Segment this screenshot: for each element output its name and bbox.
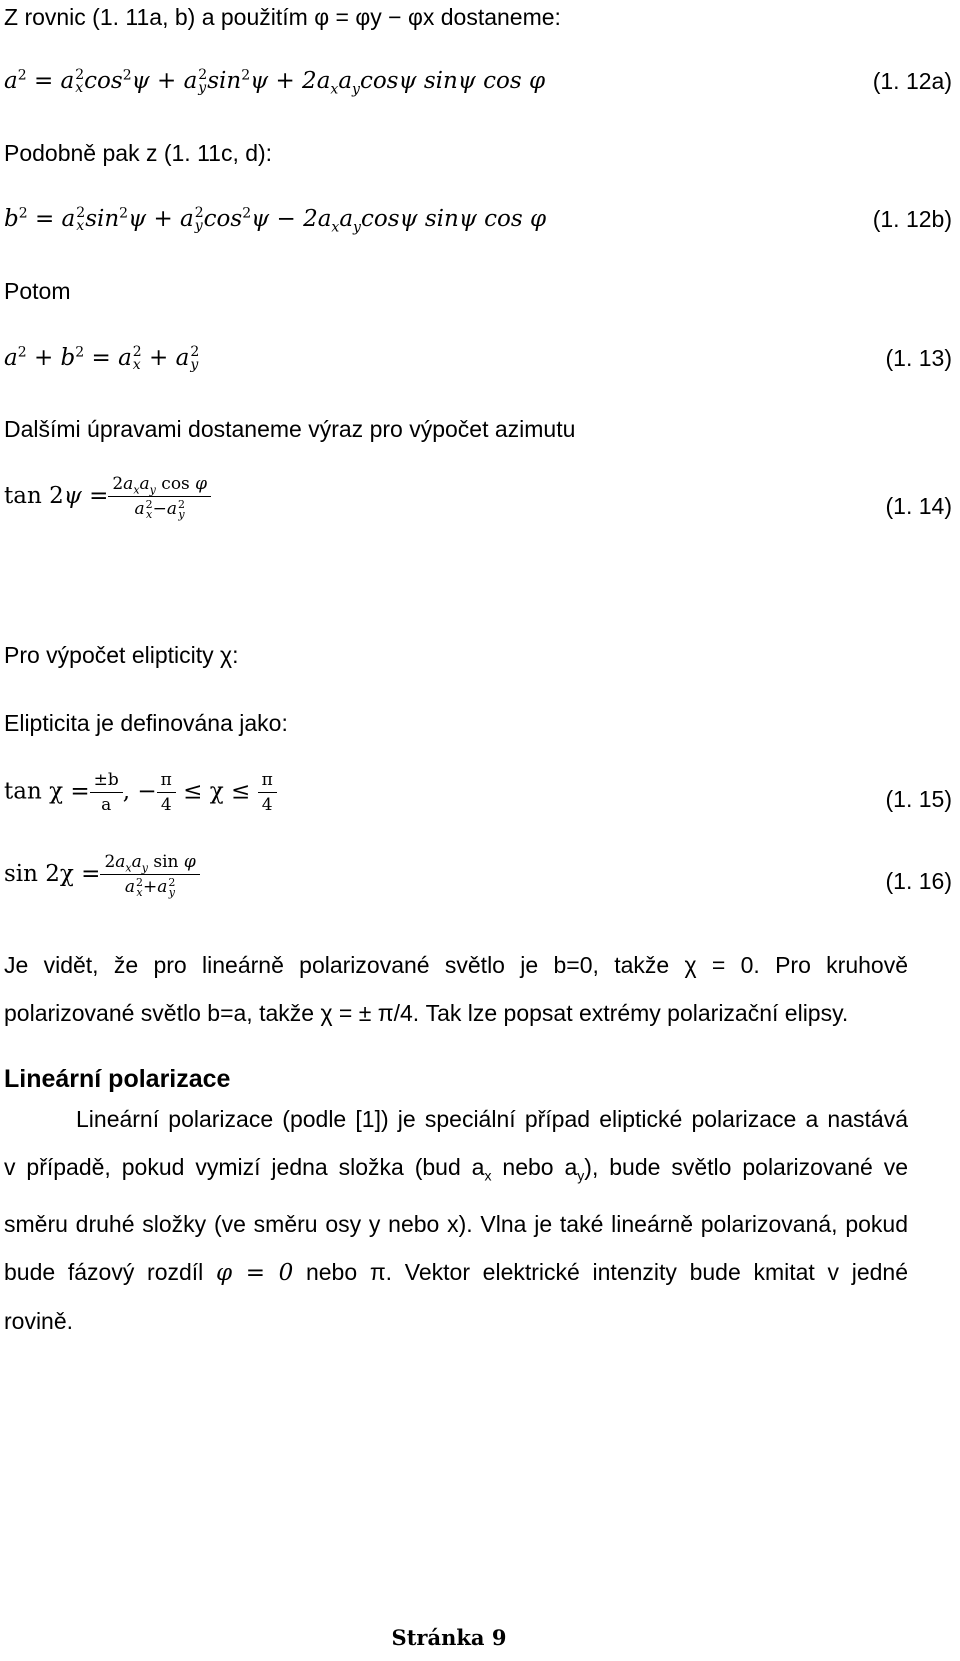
text-elipticity-intro: Pro výpočet elipticity χ: xyxy=(4,642,239,668)
equation-12b: $b^2 = a$ 2 x $\sin^2\psi + a$ 2 y $\cos^2\psi - 2a_xa_y\cos\psi$ sinψ cos φ xyxy=(4,205,547,236)
paragraph-text: ), bude světlo polarizované ve směru druhé složky (ve směru osy y nebo x). Vlna je také lineárně polarizovaná, pokud bude fázový rozdíl xyxy=(4,1154,908,1285)
paragraph-linear-polarization xyxy=(4,1095,908,1345)
equation-number-12b: (1. 12b) xyxy=(872,206,952,232)
text-potom: Potom xyxy=(4,278,71,304)
equation-number-12a: (1. 12a) xyxy=(872,68,952,94)
paragraph-text: Lineární polarizace (podle [1]) je speciální případ eliptické polarizace a nastává v případě, pokud vymizí jedna složka (bud a xyxy=(4,1106,908,1180)
subscript: x xyxy=(484,1167,492,1184)
equation-number-14: (1. 14) xyxy=(885,493,952,519)
equation-15: tan χ = $\frac{\pm b}{a}$ , − $\frac{\pi}{4}$ ≤ χ ≤ $\frac{\pi}{4}$ xyxy=(4,770,277,815)
text-azimut: Dalšími úpravami dostaneme výraz pro výpočet azimutu xyxy=(4,416,576,442)
equation-number-16: (1. 16) xyxy=(885,868,952,894)
text-elipticity-definition: Elipticita je definována jako: xyxy=(4,710,288,736)
equation-number-15: (1. 15) xyxy=(885,786,952,812)
paragraph-text: nebo π. Vektor elektrické intenzity bude kmitat v jedné rovině. xyxy=(4,1258,908,1334)
equation-14: tan 2ψ = $2a_xa_y$ cos φ a 2 x −a 2 y xyxy=(4,474,211,520)
equation-13: $a^2 + b^2 = a$ 2 x + a 2 y xyxy=(4,344,200,373)
paragraph-line: polarizované světlo b=a, takže χ = ± π/4. Tak lze popsat extrémy polarizační elipsy. xyxy=(4,1000,849,1026)
page-footer: Stránka 9 xyxy=(391,1625,507,1650)
equation-12a: $a^2 = a$ 2 x $\cos^2\psi + a$ 2 y $\sin^2\psi + 2a_xa_y\cos\psi$ sinψ cos φ xyxy=(4,67,546,98)
paragraph-linear-circular xyxy=(4,941,908,1037)
equation-number-13: (1. 13) xyxy=(885,345,952,371)
subscript: y xyxy=(577,1167,585,1184)
equation-16: sin 2χ = $2a_xa_y$ sin φ a 2 x +a 2 y xyxy=(4,852,200,898)
paragraph-line: Je vidět, že pro lineárně polarizované světlo je b=0, takže χ = 0. Pro kruhově xyxy=(4,952,908,978)
inline-math: φ = 0 xyxy=(215,1259,294,1286)
paragraph-text: nebo a xyxy=(491,1154,578,1180)
section-heading: Lineární polarizace xyxy=(4,1065,231,1093)
intro-text: Z rovnic (1. 11a, b) a použitím φ = φy − φx dostaneme: xyxy=(4,4,561,30)
text-podobne: Podobně pak z (1. 11c, d): xyxy=(4,140,273,166)
